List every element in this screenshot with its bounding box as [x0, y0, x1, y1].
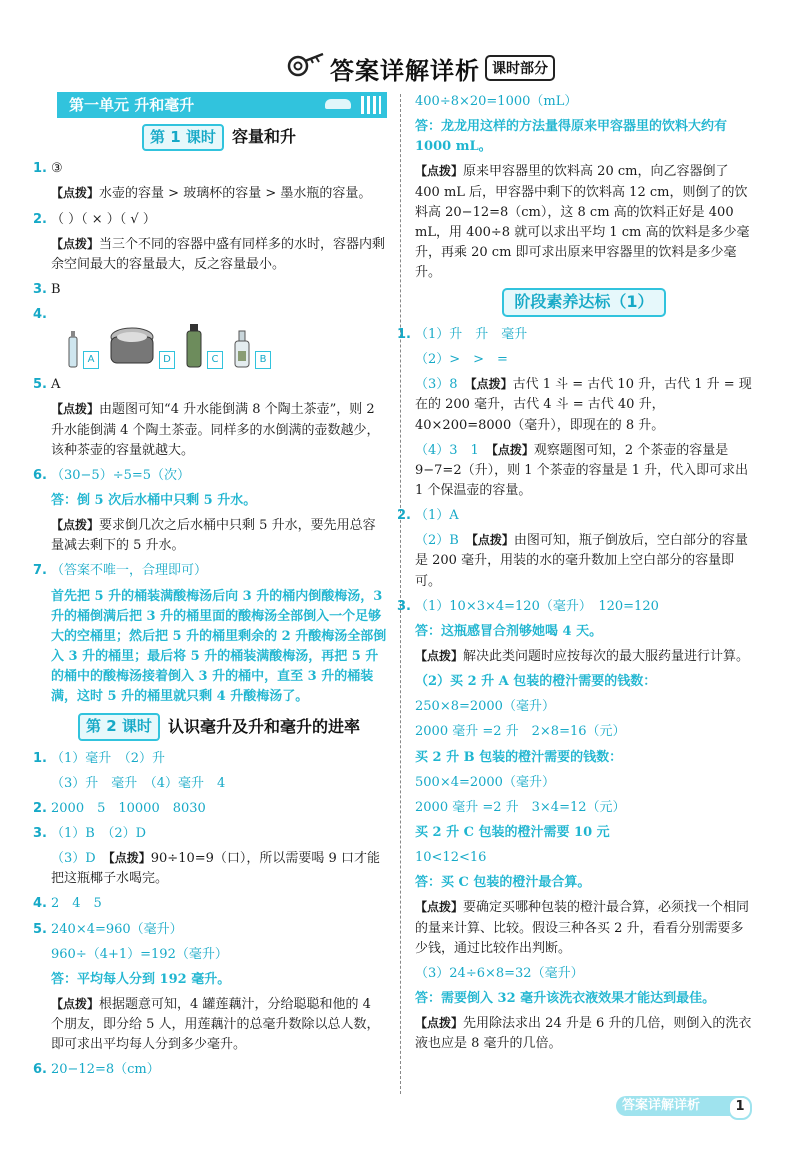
- option-letter: D: [159, 351, 175, 369]
- tip-item: 【 点拨 】 由题图可知“4 升水能倒满 8 个陶土茶壶”，则 2 升水能倒满 4 个陶土茶壶。同样多的水倒满的壶数越少，该种茶壶的容量就越大。: [51, 400, 387, 460]
- answer-item: 3. B: [33, 281, 61, 297]
- answer-item: 3. （1）B （2）D: [33, 826, 147, 842]
- lesson-1-label: 第 1 课时: [142, 124, 224, 151]
- left-column: [33, 92, 387, 1086]
- answer-line: （2）买 2 升 A 包装的橙汁需要的钱数：: [415, 674, 657, 690]
- answer-item: 4.: [33, 307, 47, 323]
- glass-bottle-icon: [233, 327, 251, 369]
- answer-item: 5. A: [33, 377, 61, 393]
- answer-line: 400÷8×20=1000（mL）: [415, 94, 578, 109]
- answer-line: 买 2 升 C 包装的橙汁需要 10 元: [415, 825, 610, 841]
- answer-item: 1. （1）升 升 毫升: [397, 327, 528, 343]
- option-letter: A: [83, 351, 99, 369]
- answer-item: 4. 2 4 5: [33, 896, 102, 912]
- foot-basin-icon: [109, 325, 155, 369]
- lesson-1-name: 容量和升: [231, 127, 296, 147]
- lesson-2-heading: [51, 713, 387, 740]
- tip-item: （3）D 【 点拨 】 90÷10=9（口），所以需要喝 9 口才能把这瓶椰子水喝完。: [51, 849, 387, 889]
- stage-heading: 阶段素养达标（1）: [502, 288, 666, 317]
- answer-statement: 答：龙龙用这样的方法量得原来甲容器里的饮料大约有 1000 mL。: [415, 119, 728, 155]
- answer-item: 6. 20−12=8（cm）: [33, 1062, 160, 1078]
- answer-line: 10<12<16: [415, 850, 487, 866]
- tip-item: 【 点拨 】 要求倒几次之后水桶中只剩 5 升水，要先用总容量减去剩下的 5 升水。: [51, 516, 387, 556]
- section-tag: 课时部分: [485, 55, 555, 81]
- tip-item: （2）B 【 点拨 】 由图可知，瓶子倒放后，空白部分的容量是 200 毫升，用装的水的毫升数加上空白部分的容量即可。: [415, 531, 753, 591]
- answer-item: 6. （30−5）÷5=5（次）: [33, 467, 191, 483]
- answer-item: 2. 2000 5 10000 8030: [33, 800, 206, 816]
- page-number: 1: [728, 1096, 752, 1120]
- lesson-1-heading: [51, 124, 387, 151]
- answer-line: （2）> > =: [415, 352, 508, 368]
- answer-statement: 答：平均每人分到 192 毫升。: [51, 971, 231, 987]
- answer-item: 2. （ ）（ × ）（ √ ）: [33, 211, 156, 227]
- answer-item: 7. （答案不唯一，合理即可）: [33, 563, 208, 579]
- answer-body: 首先把 5 升的桶装满酸梅汤后向 3 升的桶内倒酸梅汤，3 升的桶倒满后把 3 升的桶里面的酸梅汤全部倒入一个足够大的空桶里；然后把 5 升的桶里剩余的 2 升酸梅汤全部倒入 3 升的桶里；最后将 5 升的桶装满酸梅汤，再把 5 升的桶中的酸梅汤接着倒入 3 升的桶中，直至 3 升的桶装满，这时 5 升的桶里就只剩 4 升酸梅汤了。: [51, 588, 387, 705]
- answer-statement: 答：倒 5 次后水桶中只剩 5 升水。: [51, 492, 257, 508]
- container-images: [67, 321, 387, 369]
- tip-item: 【 点拨 】 当三个不同的容器中盛有同样多的水时，容器内剩余空间最大的容量最大，反之容量最小。: [51, 235, 387, 275]
- answer-item: 1. ③: [33, 161, 63, 177]
- answer-line: 2000 毫升 =2 升 3×4=12（元）: [415, 799, 626, 815]
- page-footer: [616, 1096, 768, 1116]
- unit-title: 第一单元 升和毫升: [69, 96, 195, 114]
- stripes-decoration: [361, 96, 381, 114]
- tip-item: 【 点拨 】 原来甲容器里的饮料高 20 cm，向乙容器倒了 400 mL 后，甲容器中剩下的饮料高 12 cm，则倒了的饮料高 20−12=8（cm），这 8 cm 高的饮料正好是 400 mL，用 400÷8 就可以求出平均 1 cm 高的饮料是多少毫升，再乘 20 cm 即可求出原来甲容器里的饮料是多少毫升。: [415, 162, 753, 283]
- tip-item: 【 点拨 】 先用除法求出 24 升是 6 升的几倍，则倒入的洗衣液也应是 8 毫升的几倍。: [415, 1014, 753, 1054]
- answer-line: 500×4=2000（毫升）: [415, 774, 555, 790]
- answer-item: 2. （1）A: [397, 508, 459, 524]
- answer-item: 1. （1）毫升 （2）升: [33, 750, 166, 766]
- answer-statement: 答：买 C 包装的橙汁最合算。: [415, 875, 591, 891]
- answer-item: 5. 240×4=960（毫升）: [33, 921, 183, 937]
- answer-line: 2000 毫升 =2 升 2×8=16（元）: [415, 724, 626, 740]
- tip-item: 【 点拨 】 根据题意可知，4 罐莲藕汁，分给聪聪和他的 4 个朋友，即分给 5 人，用莲藕汁的总毫升数除以总人数，即可求出平均每人分到多少毫升。: [51, 995, 387, 1055]
- car-icon: [325, 99, 351, 109]
- unit-banner: [57, 92, 387, 118]
- column-divider: [400, 94, 401, 1094]
- option-letter: B: [255, 351, 271, 369]
- right-column: [397, 92, 753, 1059]
- answer-statement: 答：这瓶感冒合剂够她喝 4 天。: [415, 623, 603, 639]
- tip-item: 【 点拨 】 水壶的容量 > 玻璃杯的容量 > 墨水瓶的容量。: [51, 184, 387, 204]
- answer-line: （3）24÷6×8=32（毫升）: [415, 965, 584, 981]
- answer-statement: 答：需要倒入 32 毫升该洗衣液效果才能达到最佳。: [415, 991, 716, 1006]
- answer-line: 买 2 升 B 包装的橙汁需要的钱数：: [415, 749, 623, 765]
- water-bottle-icon: [67, 329, 79, 369]
- tip-item: （4）3 1 【 点拨 】 观察题图可知，2 个茶壶的容量是 9−7=2（升），则 1 个茶壶的容量是 1 升，代入即可求出 1 个保温壶的容量。: [415, 441, 753, 501]
- lesson-2-name: 认识毫升及升和毫升的进率: [167, 716, 360, 736]
- answer-line: 250×8=2000（毫升）: [415, 699, 555, 715]
- ink-bottle-icon: [185, 323, 203, 369]
- page-header: [0, 52, 800, 86]
- key-icon: [286, 52, 326, 80]
- tip-item: （3）8 【 点拨 】 古代 1 斗 = 古代 10 升，古代 1 升 = 现在的 200 毫升，古代 4 斗 = 古代 40 升，40×200=8000（毫升），即现在的 8 升。: [415, 375, 753, 435]
- footer-tag: 答案详解详析: [616, 1096, 744, 1116]
- option-letter: C: [207, 351, 223, 369]
- tip-item: 【 点拨 】 解决此类问题时应按每次的最大服药量进行计算。: [415, 647, 753, 667]
- answer-line: 960÷（4+1）=192（毫升）: [51, 946, 228, 962]
- tip-item: 【 点拨 】 要确定买哪种包装的橙汁最合算，必须找一个相同的量来计算、比较。假设三种各买 2 升，看看分别需要多少钱，通过比较作出判断。: [415, 898, 753, 958]
- answer-item: 3. （1）10×3×4=120（毫升） 120=120: [397, 598, 659, 614]
- answer-line: （3）升 毫升 （4）毫升 4: [51, 775, 226, 791]
- lesson-2-label: 第 2 课时: [78, 713, 160, 740]
- page-title: 答案详解详析: [330, 57, 480, 85]
